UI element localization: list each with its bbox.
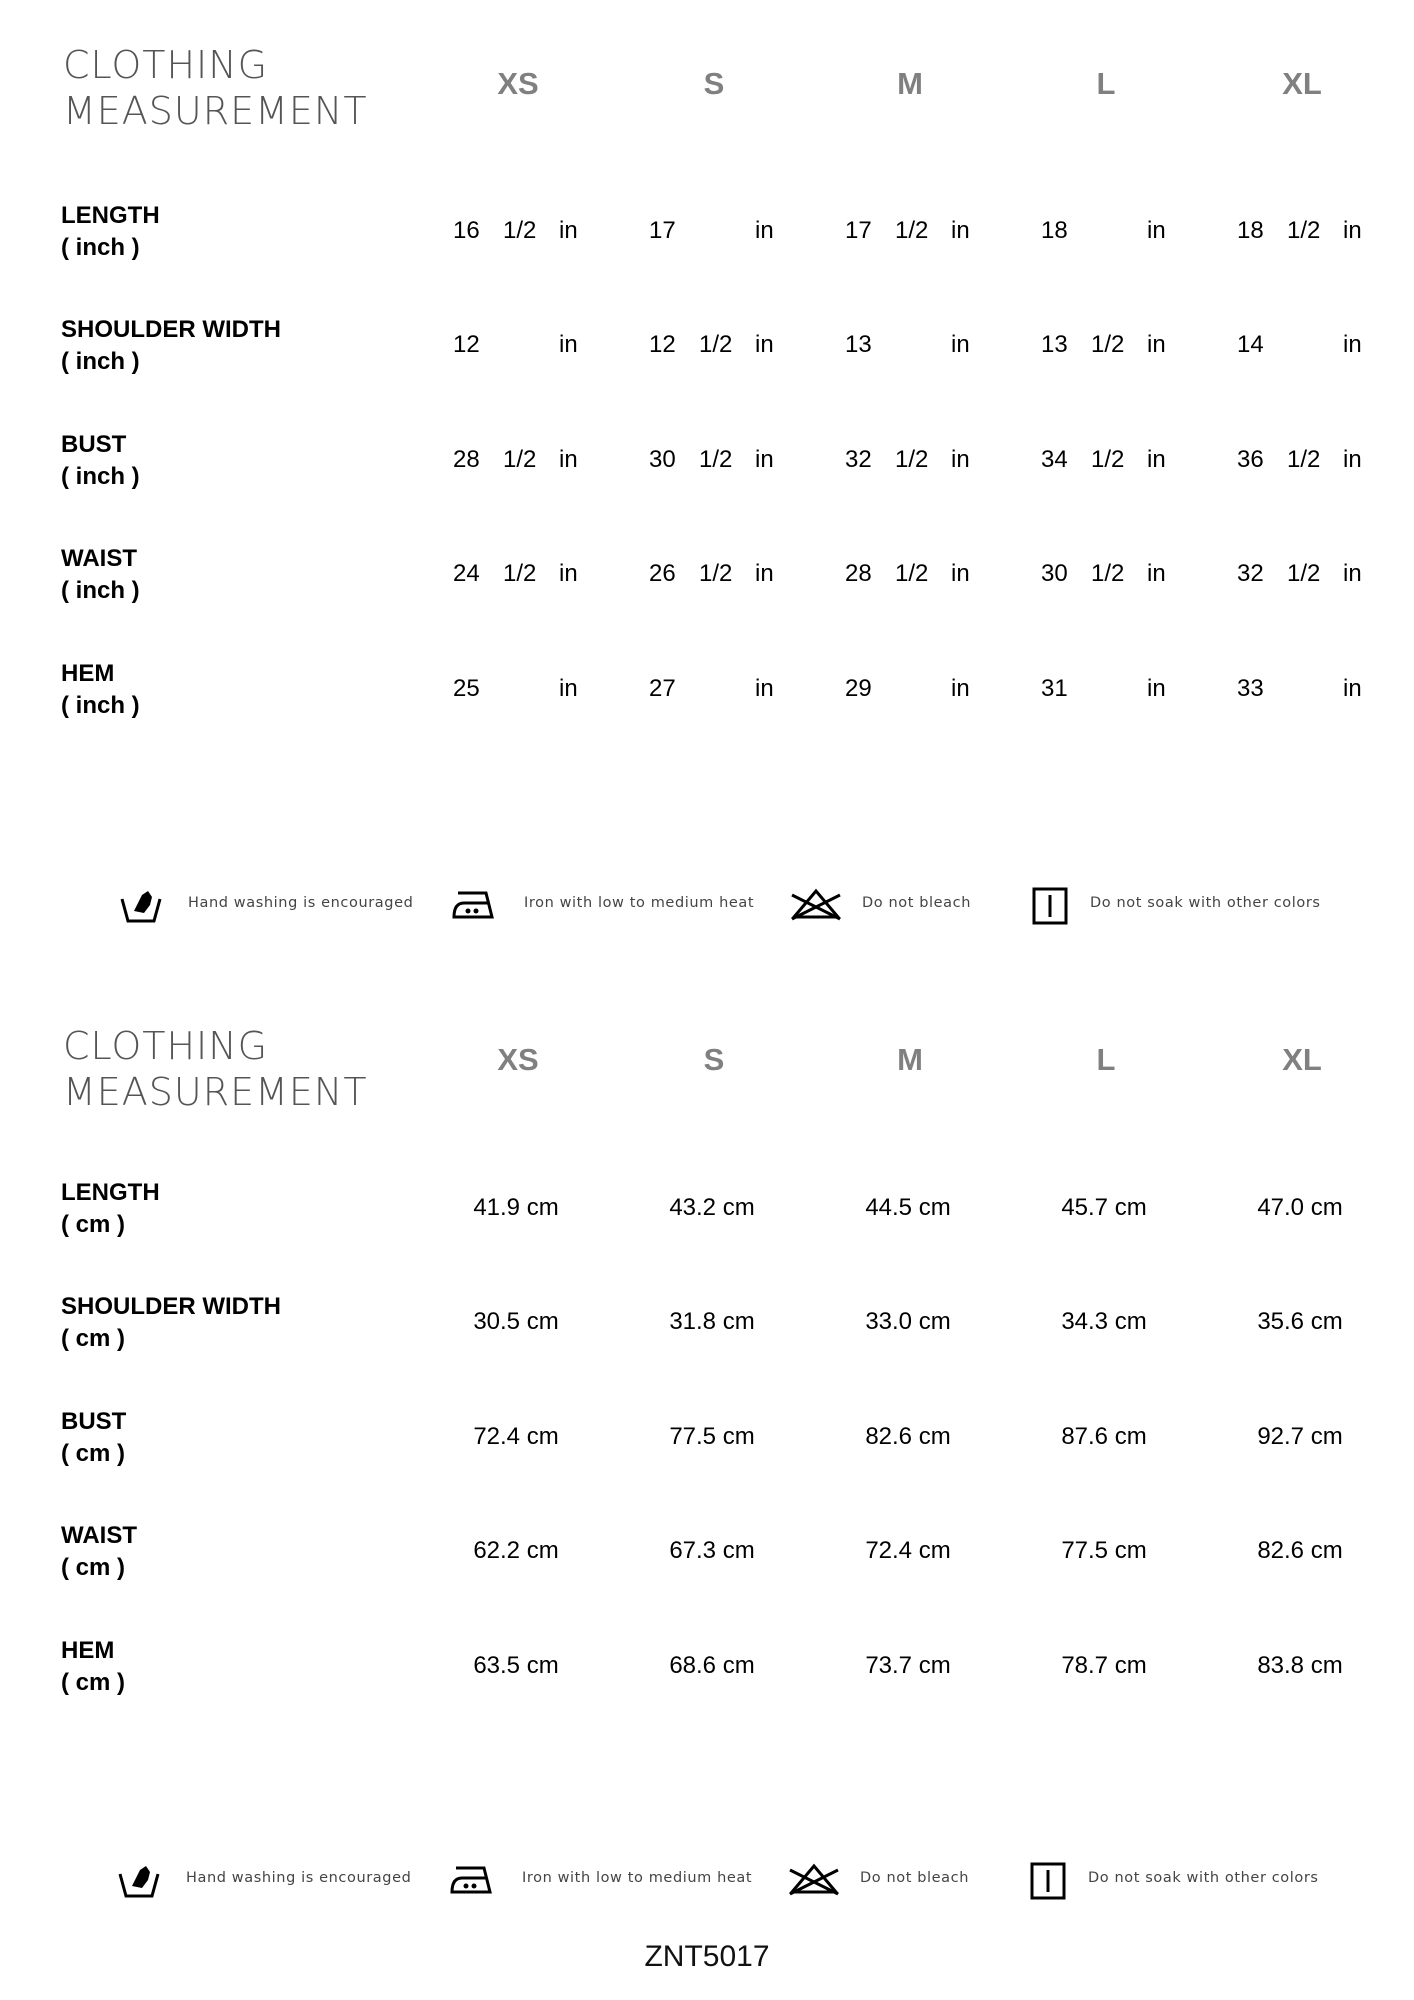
row-label-name: HEM (61, 660, 115, 687)
row-label-length (61, 200, 160, 264)
cm-value-cell: 82.6 cm (865, 1423, 951, 1450)
value-unit: in (755, 675, 774, 702)
value-unit: in (1147, 217, 1166, 244)
row-label-unit: ( inch ) (61, 348, 140, 375)
value-whole: 24 (453, 560, 480, 587)
value-whole: 34 (1041, 446, 1068, 473)
value-whole: 17 (845, 217, 872, 244)
care-instructions-row (0, 875, 1414, 935)
row-label-name: BUST (61, 1408, 127, 1435)
value-unit: in (755, 446, 774, 473)
size-header-xl: XL (1282, 66, 1322, 101)
value-unit: in (559, 560, 578, 587)
care-text: Hand washing is encouraged (186, 1870, 412, 1886)
value-whole: 18 (1237, 217, 1264, 244)
cm-value-cell: 92.7 cm (1257, 1423, 1343, 1450)
value-whole: 32 (1237, 560, 1264, 587)
value-unit: in (951, 446, 970, 473)
do-not-soak-icon (1032, 887, 1068, 925)
iron-low-medium-icon (450, 1862, 494, 1898)
value-unit: in (1343, 446, 1362, 473)
size-header-xs: XS (497, 1042, 539, 1077)
do-not-soak-icon (1030, 1862, 1066, 1900)
row-label-shoulder-width (61, 314, 281, 378)
row-label-bust (61, 429, 140, 493)
value-unit: in (755, 217, 774, 244)
size-header-m: M (897, 1042, 923, 1077)
cm-value-cell: 73.7 cm (865, 1652, 951, 1679)
value-whole: 28 (453, 446, 480, 473)
chart-title (63, 42, 368, 134)
value-fraction: 1/2 (1091, 560, 1125, 587)
care-text: Do not soak with other colors (1090, 895, 1321, 911)
value-whole: 31 (1041, 675, 1068, 702)
value-unit: in (1343, 331, 1362, 358)
row-label-unit: ( cm ) (61, 1211, 126, 1238)
cm-value-cell: 63.5 cm (473, 1652, 559, 1679)
value-whole: 18 (1041, 217, 1068, 244)
row-label-unit: ( cm ) (61, 1669, 126, 1696)
row-label-shoulder-width (61, 1291, 281, 1355)
row-label-length (61, 1177, 160, 1241)
value-unit: in (1147, 675, 1166, 702)
cm-value-cell: 82.6 cm (1257, 1537, 1343, 1564)
value-fraction: 1/2 (699, 446, 733, 473)
value-whole: 16 (453, 217, 480, 244)
value-fraction: 1/2 (895, 446, 929, 473)
row-label-unit: ( inch ) (61, 692, 140, 719)
value-fraction: 1/2 (1091, 446, 1125, 473)
value-whole: 13 (845, 331, 872, 358)
row-label-unit: ( cm ) (61, 1554, 126, 1581)
value-whole: 32 (845, 446, 872, 473)
cm-value-cell: 31.8 cm (669, 1308, 755, 1335)
cm-value-cell: 67.3 cm (669, 1537, 755, 1564)
cm-value-cell: 34.3 cm (1061, 1308, 1147, 1335)
row-label-unit: ( inch ) (61, 234, 140, 261)
chart-title (63, 1023, 368, 1115)
cm-value-cell: 68.6 cm (669, 1652, 755, 1679)
row-label-name: LENGTH (61, 202, 160, 229)
row-label-unit: ( cm ) (61, 1325, 126, 1352)
chart-title-line-2: MEASUREMENT (63, 89, 368, 133)
cm-value-cell: 77.5 cm (669, 1423, 755, 1450)
size-header-s: S (703, 1042, 725, 1077)
cm-value-cell: 33.0 cm (865, 1308, 951, 1335)
cm-value-cell: 77.5 cm (1061, 1537, 1147, 1564)
value-whole: 28 (845, 560, 872, 587)
cm-value-cell: 35.6 cm (1257, 1308, 1343, 1335)
value-unit: in (559, 675, 578, 702)
value-fraction: 1/2 (1091, 331, 1125, 358)
hand-wash-icon (118, 1862, 160, 1900)
value-whole: 12 (453, 331, 480, 358)
value-unit: in (1343, 217, 1362, 244)
value-unit: in (755, 560, 774, 587)
row-label-hem (61, 658, 140, 722)
cm-value-cell: 41.9 cm (473, 1194, 559, 1221)
value-unit: in (1343, 560, 1362, 587)
size-header-xl: XL (1282, 1042, 1322, 1077)
value-unit: in (559, 331, 578, 358)
cm-value-cell: 45.7 cm (1061, 1194, 1147, 1221)
value-unit: in (1147, 331, 1166, 358)
value-whole: 12 (649, 331, 676, 358)
care-text: Do not soak with other colors (1088, 1870, 1319, 1886)
row-label-name: LENGTH (61, 1179, 160, 1206)
value-whole: 17 (649, 217, 676, 244)
row-label-waist (61, 543, 140, 607)
value-fraction: 1/2 (895, 217, 929, 244)
chart-title-line-2: MEASUREMENT (63, 1070, 368, 1114)
value-whole: 25 (453, 675, 480, 702)
value-unit: in (951, 560, 970, 587)
value-fraction: 1/2 (503, 560, 537, 587)
product-code: ZNT5017 (644, 1940, 770, 1973)
value-unit: in (1147, 560, 1166, 587)
care-instructions-row (0, 1850, 1414, 1910)
row-label-bust (61, 1406, 126, 1470)
row-label-name: WAIST (61, 545, 137, 572)
value-unit: in (755, 331, 774, 358)
cm-value-cell: 47.0 cm (1257, 1194, 1343, 1221)
cm-value-cell: 30.5 cm (473, 1308, 559, 1335)
row-label-waist (61, 1520, 137, 1584)
row-label-name: WAIST (61, 1522, 137, 1549)
size-header-m: M (897, 66, 923, 101)
value-unit: in (951, 675, 970, 702)
size-header-s: S (703, 66, 725, 101)
size-header-l: L (1096, 1042, 1116, 1077)
size-header-xs: XS (497, 66, 539, 101)
value-unit: in (951, 217, 970, 244)
value-fraction: 1/2 (895, 560, 929, 587)
value-fraction: 1/2 (1287, 560, 1321, 587)
size-header-l: L (1096, 66, 1116, 101)
row-label-name: BUST (61, 431, 127, 458)
value-fraction: 1/2 (503, 217, 537, 244)
value-unit: in (1147, 446, 1166, 473)
cm-value-cell: 87.6 cm (1061, 1423, 1147, 1450)
value-fraction: 1/2 (699, 560, 733, 587)
value-whole: 33 (1237, 675, 1264, 702)
value-whole: 26 (649, 560, 676, 587)
cm-value-cell: 78.7 cm (1061, 1652, 1147, 1679)
care-text: Hand washing is encouraged (188, 895, 414, 911)
care-text: Do not bleach (860, 1870, 970, 1886)
care-text: Do not bleach (862, 895, 972, 911)
value-fraction: 1/2 (1287, 217, 1321, 244)
value-whole: 36 (1237, 446, 1264, 473)
value-unit: in (559, 217, 578, 244)
care-text: Iron with low to medium heat (524, 895, 755, 911)
value-fraction: 1/2 (1287, 446, 1321, 473)
value-whole: 13 (1041, 331, 1068, 358)
value-unit: in (1343, 675, 1362, 702)
value-unit: in (559, 446, 578, 473)
chart-title-line-1: CLOTHING (63, 1024, 269, 1068)
cm-value-cell: 72.4 cm (865, 1537, 951, 1564)
value-whole: 27 (649, 675, 676, 702)
cm-value-cell: 62.2 cm (473, 1537, 559, 1564)
cm-value-cell: 43.2 cm (669, 1194, 755, 1221)
value-fraction: 1/2 (699, 331, 733, 358)
do-not-bleach-icon (790, 887, 842, 921)
value-whole: 14 (1237, 331, 1264, 358)
value-fraction: 1/2 (503, 446, 537, 473)
do-not-bleach-icon (788, 1862, 840, 1896)
cm-value-cell: 83.8 cm (1257, 1652, 1343, 1679)
hand-wash-icon (120, 887, 162, 925)
value-whole: 30 (1041, 560, 1068, 587)
row-label-unit: ( cm ) (61, 1440, 126, 1467)
iron-low-medium-icon (452, 887, 496, 923)
row-label-unit: ( inch ) (61, 463, 140, 490)
row-label-unit: ( inch ) (61, 577, 140, 604)
row-label-name: HEM (61, 1637, 115, 1664)
row-label-name: SHOULDER WIDTH (61, 1293, 281, 1320)
value-whole: 29 (845, 675, 872, 702)
row-label-name: SHOULDER WIDTH (61, 316, 281, 343)
value-unit: in (951, 331, 970, 358)
row-label-hem (61, 1635, 125, 1699)
care-text: Iron with low to medium heat (522, 1870, 753, 1886)
cm-value-cell: 72.4 cm (473, 1423, 559, 1450)
chart-title-line-1: CLOTHING (63, 43, 269, 87)
value-whole: 30 (649, 446, 676, 473)
cm-value-cell: 44.5 cm (865, 1194, 951, 1221)
